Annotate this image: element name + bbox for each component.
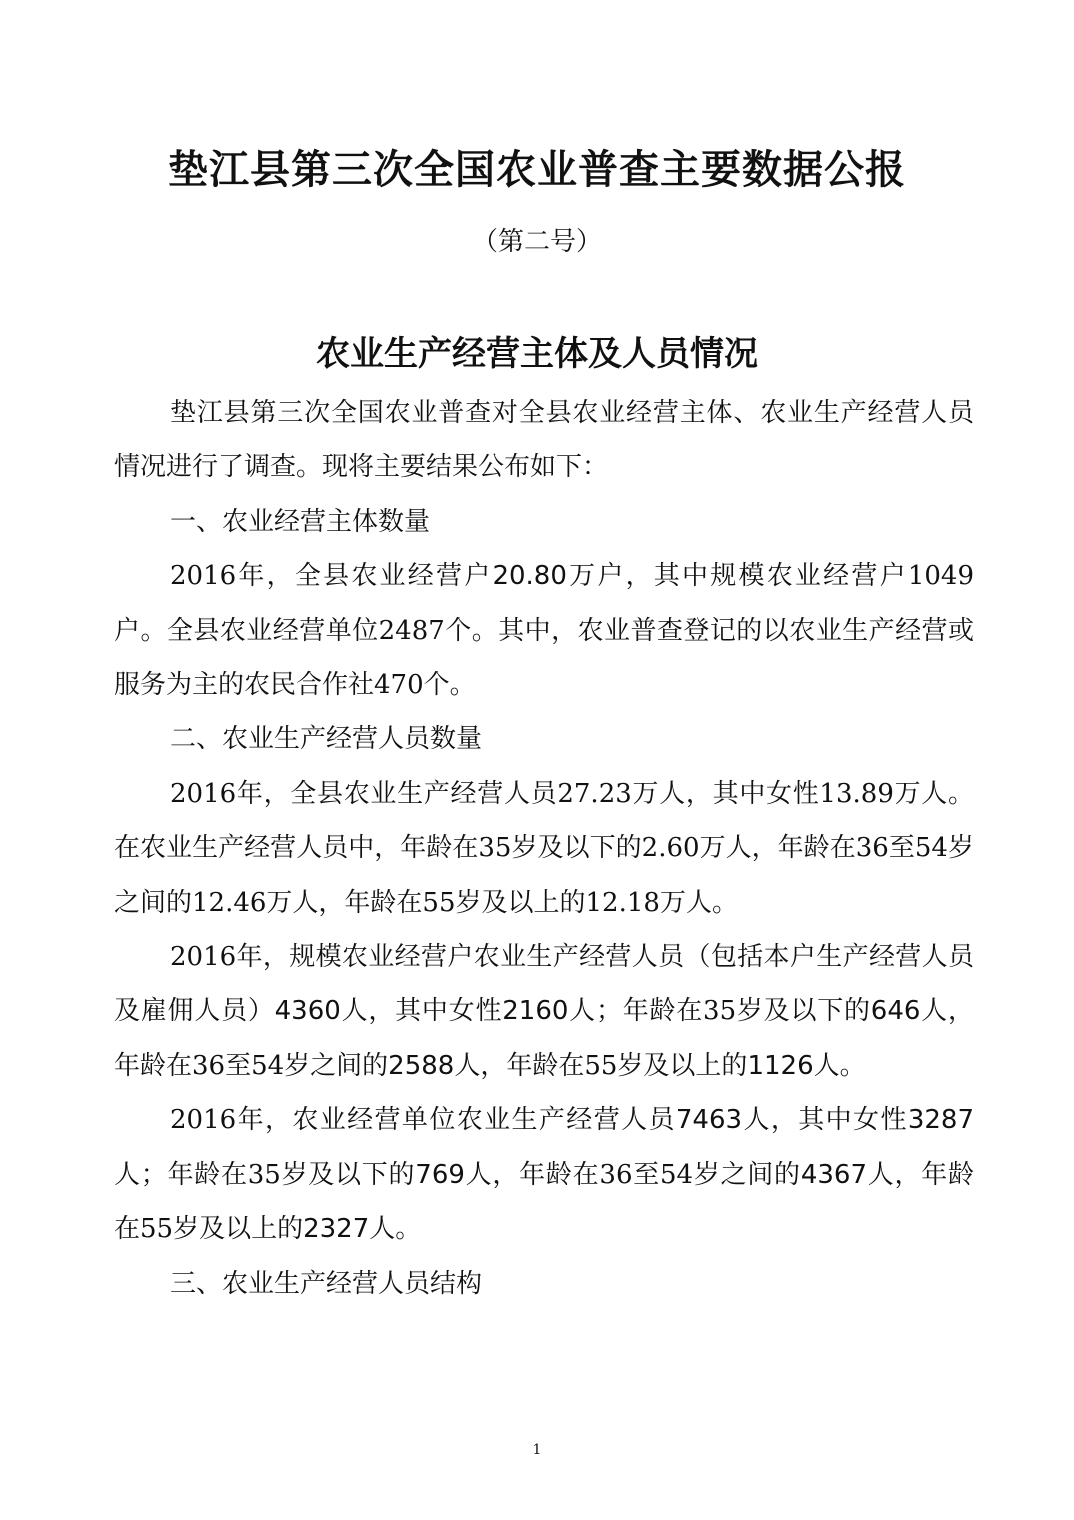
heading-personnel-count: 二、农业生产经营人员数量 (170, 724, 483, 755)
value-age-55-above: 1126人 (747, 1050, 840, 1081)
value-age-55-above: 2327人 (303, 1214, 396, 1245)
text-segment: ；年龄在35岁及以下的 (140, 1159, 416, 1190)
text-segment: ，年龄在55岁及以上的 (480, 1050, 748, 1081)
text-segment: ，其中女性 (770, 1105, 908, 1136)
value-age-36-54: 4367人 (800, 1159, 895, 1190)
heading-business-entities: 一、农业经营主体数量 (170, 506, 431, 537)
value-total: 7463人 (675, 1105, 771, 1136)
page-number: 1 (532, 1442, 542, 1458)
value-age-35-below: 646人 (870, 996, 948, 1027)
text-segment-emphasis: 农业经营户20.80万户 (351, 561, 626, 592)
value-total: 4360人 (274, 996, 369, 1027)
value-age-35-below: 769人 (415, 1159, 493, 1190)
text-segment: ，年龄在36至54岁之间的 (114, 996, 974, 1081)
value-female: 3287人 (114, 1105, 975, 1190)
text-segment: ，年龄在36至54岁之间的 (492, 1159, 801, 1190)
paragraph-personnel-business-units (114, 1093, 974, 1256)
intro-paragraph: 垫江县第三次全国农业普查对全县农业经营主体、农业生产经营人员情况进行了调查。现将主要结果公布如下： (114, 398, 974, 483)
section-title: 农业生产经营主体及人员情况 (316, 334, 758, 374)
heading-personnel-structure: 三、农业生产经营人员结构 (170, 1268, 483, 1299)
text-segment: 。 (395, 1214, 422, 1245)
text-segment: ，其中女性 (368, 996, 503, 1027)
text-segment: 2016年，农业经营单位农业生产经营人员 (170, 1105, 676, 1136)
text-segment: ，年龄在55岁及以上的 (114, 1159, 974, 1245)
value-age-36-54: 2588人 (388, 1050, 481, 1081)
text-segment: 2016年，规模农业经营户农业生产经营人员（包括本户生产经营人员及雇佣人员） (114, 942, 974, 1027)
page-title: 垫江县第三次全国农业普查主要数据公报 (168, 146, 906, 193)
text-segment: ；年龄在35岁及以下的 (595, 996, 871, 1027)
paragraph-personnel-scale-households (114, 930, 974, 1093)
paragraph-personnel-county: 2016年，全县农业生产经营人员27.23万人，其中女性13.89万人。在农业生产经营人员中，年龄在35岁及以下的2.60万人，年龄在36至54岁之间的12.46万人，年龄在55岁及以上的12.18万人。 (114, 778, 974, 918)
text-segment: ，其中规模农业经营户1049户。全县农业经营单位2487个。其中，农业普查登记的以农业生产经营或服务为主的农民合作社470个。 (114, 561, 974, 701)
text-segment: 2016年，全县 (170, 561, 352, 592)
value-female: 2160人 (502, 996, 596, 1027)
text-segment: 。 (839, 1050, 866, 1081)
paragraph-business-entities (114, 549, 974, 712)
document-body (114, 386, 974, 1311)
bulletin-number: （第二号） (471, 227, 602, 257)
